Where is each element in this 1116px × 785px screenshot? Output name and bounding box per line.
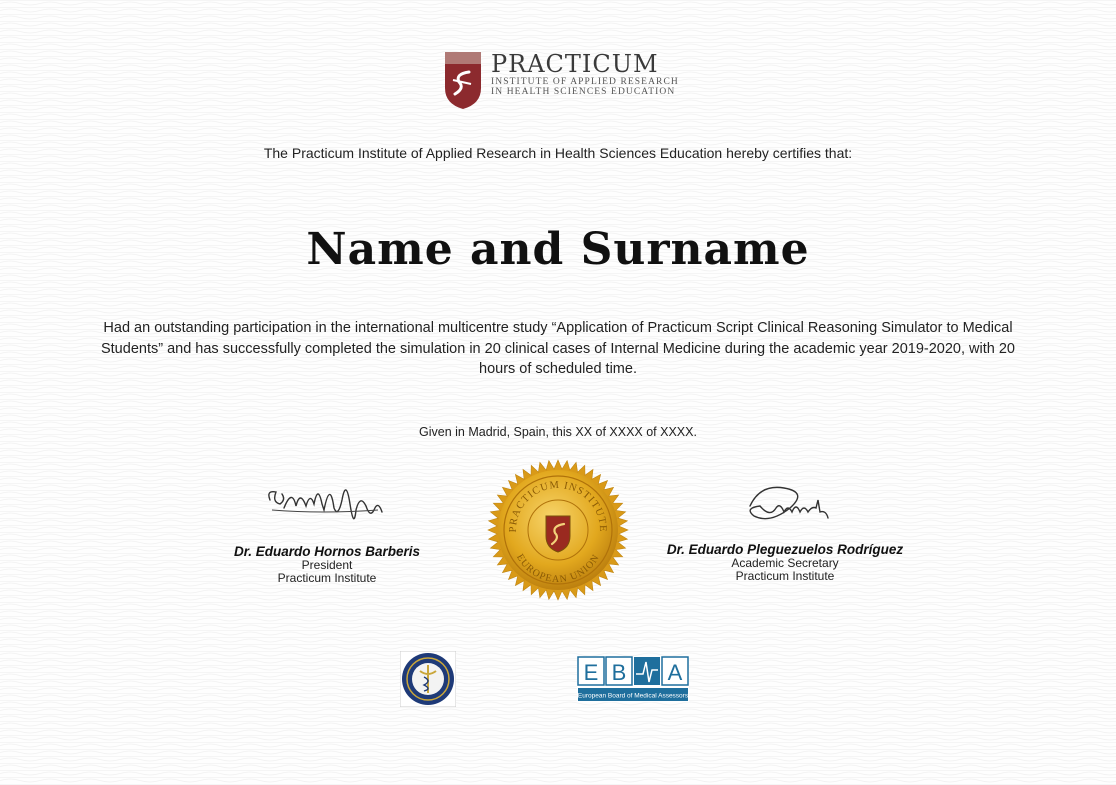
ebma-letter-b: B	[611, 660, 627, 685]
ebma-logo	[577, 656, 689, 702]
ebma-caption: European Board of Medical Assessors	[577, 692, 689, 700]
recipient-name: Name and Surname	[306, 224, 810, 275]
given-place-date: Given in Madrid, Spain, this XX of XXXX of XXXX.	[419, 425, 697, 439]
signature-right-image	[730, 478, 840, 538]
ebma-letter-a: A	[667, 660, 683, 685]
seal-top-text: PRACTICUM INSTITUTE	[507, 479, 609, 533]
practicum-logo	[443, 50, 679, 110]
practicum-shield-icon	[443, 50, 483, 110]
signatory-left-organization: Practicum Institute	[277, 571, 377, 585]
signatory-left	[200, 470, 454, 585]
signatory-right-name: Dr. Eduardo Pleguezuelos Rodríguez	[666, 542, 904, 557]
signatory-right-organization: Practicum Institute	[735, 569, 835, 583]
signatory-right-role: Academic Secretary	[731, 556, 839, 570]
ebma-letter-e: E	[583, 660, 599, 685]
logo-subtitle-line1: INSTITUTE OF APPLIED RESEARCH	[491, 77, 679, 87]
seal-bottom-text: EUROPEAN UNION	[514, 552, 602, 586]
signature-left-image	[262, 470, 392, 540]
gold-seal	[486, 458, 630, 602]
signatory-right	[648, 478, 922, 583]
signatory-left-role: President	[301, 558, 353, 572]
certificate-body: Had an outstanding participation in the international multicentre study “Application of Practicum Script Clinical Reasoning Simulator to Medical Students” and has successfully completed the simulation in 20 clinical cases of Internal Medicine during the academic year 2019-2020, with 20 hours of scheduled time.	[100, 320, 1015, 377]
logo-name: PRACTICUM	[491, 50, 659, 78]
certification-intro: The Practicum Institute of Applied Research in Health Sciences Education hereby certifies that:	[263, 145, 853, 161]
signatory-left-name: Dr. Eduardo Hornos Barberis	[233, 544, 421, 559]
medical-association-badge	[400, 651, 456, 707]
logo-subtitle-line2: IN HEALTH SCIENCES EDUCATION	[491, 87, 676, 97]
